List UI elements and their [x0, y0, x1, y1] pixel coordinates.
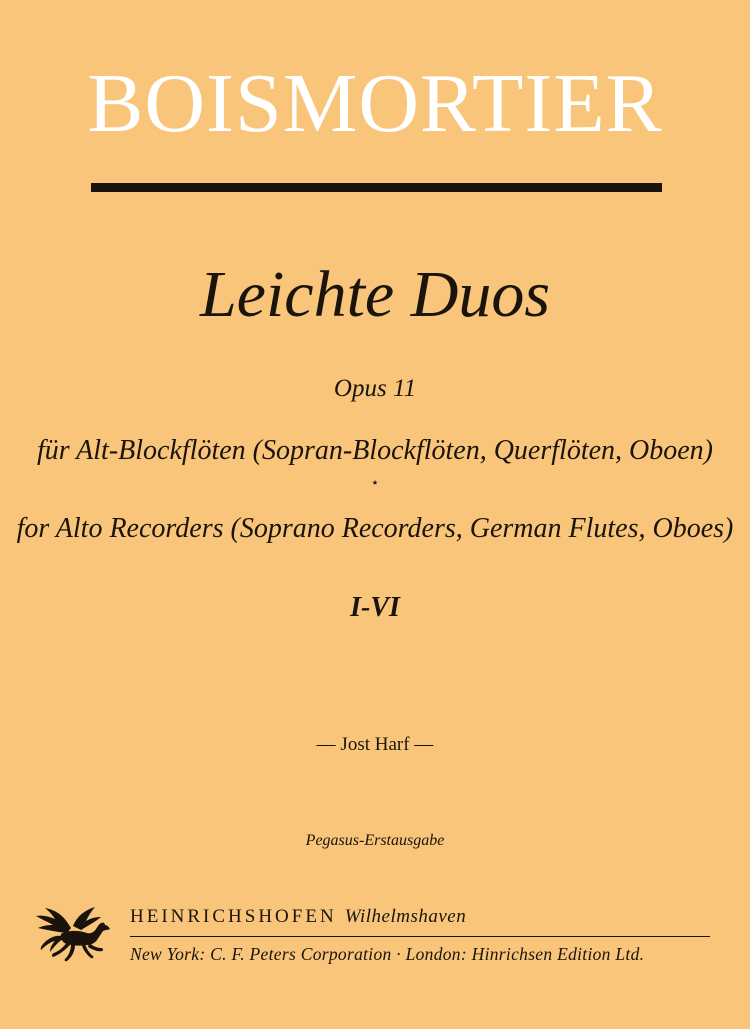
pegasus-icon: [33, 904, 115, 964]
publisher-rule: [130, 936, 710, 937]
header-rule: [91, 183, 662, 192]
subtitle-english: for Alto Recorders (Soprano Recorders, German Flutes, Oboes): [16, 513, 734, 544]
composer-name: BOISMORTIER: [87, 57, 663, 150]
series-label: Pegasus-Erstausgabe: [305, 832, 445, 849]
publisher-line: [130, 906, 466, 928]
publisher-name: HEINRICHSHOFEN: [130, 906, 337, 927]
opus-number: Opus 11: [333, 375, 417, 402]
editor-credit: — Jost Harf —: [316, 734, 434, 755]
publisher-city: Wilhelmshaven: [344, 906, 467, 927]
volume-range: I-VI: [350, 592, 400, 623]
work-title: Leichte Duos: [199, 258, 551, 331]
subtitle-german: für Alt-Blockflöten (Sopran-Blockflöten, Querflöten, Oboen): [37, 435, 713, 466]
distributors-line: New York: C. F. Peters Corporation · London: Hinrichsen Edition Ltd.: [130, 944, 645, 964]
star-separator: ⋆: [370, 476, 380, 491]
